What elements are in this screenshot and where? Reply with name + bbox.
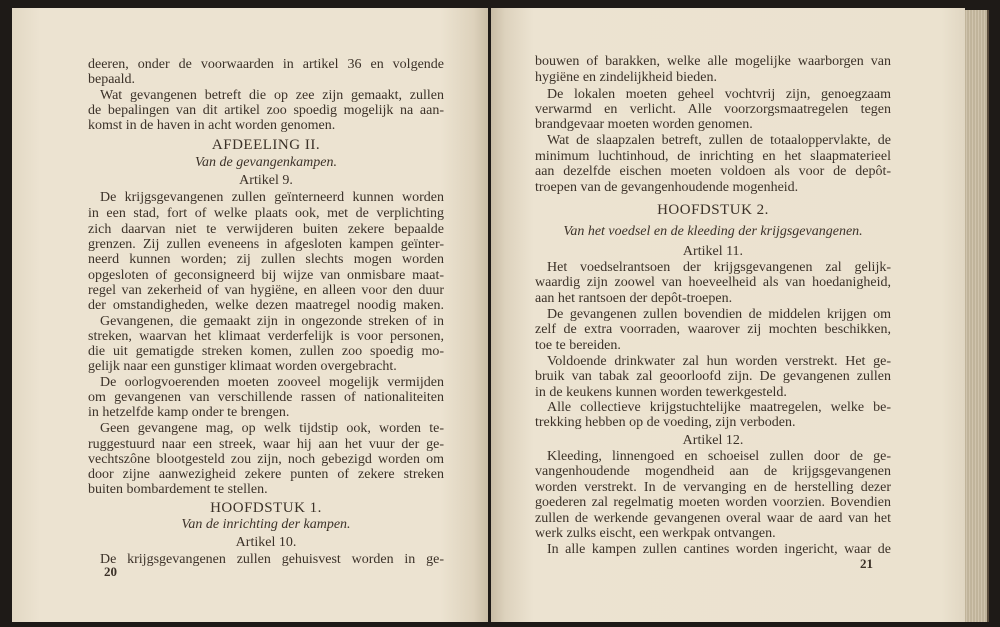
text-line: brandgevaar moeten worden genomen.	[535, 117, 753, 132]
text-line: zich daarvan niet te verwijderen buiten zekere bepaalde	[88, 222, 444, 237]
text-line: Kleeding, linnengoed en schoeisel zullen door de ge-	[547, 449, 891, 464]
text-line: vangenhoudende mogendheid aan de krijgsgevangenen	[535, 464, 891, 479]
text-line: der omstandigheden, welke dezen maatregel noodig maken.	[88, 298, 444, 313]
text-line: waardig zijn zoowel van hoeveelheid als van hoedanigheid,	[535, 275, 891, 290]
text-line: komst in de haven in acht worden genomen.	[88, 118, 336, 133]
text-line: troepen van de gevangenhoudende mogenheid.	[535, 180, 799, 195]
section-heading: HOOFDSTUK 1.	[210, 500, 322, 516]
article-heading: Artikel 10.	[235, 535, 297, 550]
section-subtitle: Van de gevangenkampen.	[195, 155, 337, 170]
text-line: hygiëne en zindelijkheid bieden.	[535, 70, 717, 85]
text-line: deeren, onder de voorwaarden in artikel 36 en volgende	[88, 57, 444, 72]
page-edges	[965, 10, 989, 622]
text-line: gelijk naar een gunstiger klimaat worden overgebracht.	[88, 359, 397, 374]
text-line: In alle kampen zullen cantines worden ingericht, waar de	[547, 542, 891, 557]
text-line: de bepalingen van dit artikel zoo spoedig mogelijk na aan-	[88, 103, 444, 118]
text-line: Wat gevangenen betreft die op zee zijn gemaakt, zullen	[100, 88, 444, 103]
text-line: regel van zekerheid of van hygiëne, en alleen voor den duur	[88, 283, 444, 298]
text-line: in de keukens kunnen worden tewerkgesteld.	[535, 385, 787, 400]
text-line: ruggestuurd naar een streek, waar hij aan het vuur der ge-	[88, 437, 444, 452]
text-line: Geen gevangene mag, op welk tijdstip ook, worden te-	[100, 421, 444, 436]
page-number-right: 21	[860, 556, 873, 571]
text-line: trekking hebben op de voeding, zijn verboden.	[535, 415, 796, 430]
text-line: opgesloten of geconsigneerd bij wijze van onmisbare maat-	[88, 268, 444, 283]
article-heading: Artikel 9.	[239, 173, 293, 188]
page-number-left: 20	[104, 564, 117, 579]
text-line: minimum luchtinhoud, de inrichting en het slaapmaterieel	[535, 149, 891, 164]
text-line: Gevangenen, die gemaakt zijn in ongezonde streken of in	[100, 314, 444, 329]
text-line: De gevangenen zullen bovendien de middelen krijgen om	[547, 307, 891, 322]
article-heading: Artikel 12.	[682, 433, 744, 448]
text-line: De oorlogvoerenden moeten zooveel mogelijk vermijden	[100, 375, 444, 390]
article-heading: Artikel 11.	[682, 244, 744, 259]
text-line: buiten bombardement te stellen.	[88, 482, 268, 497]
section-heading: HOOFDSTUK 2.	[657, 202, 769, 218]
text-line: De krijgsgevangenen zullen gehuisvest worden in ge-	[100, 552, 444, 567]
text-line: om gevangenen van verschillende rassen of nationaliteiten	[88, 390, 444, 405]
text-line: door zijne aanwezigheid zekere punten of zekere streken	[88, 467, 444, 482]
text-line: goederen zal regelmatig moeten worden voorzien. Bovendien	[535, 495, 891, 510]
text-line: streken, waarvan het klimaat verderfelijk is voor personen,	[88, 329, 444, 344]
text-line: De krijgsgevangenen zullen geïnterneerd kunnen worden	[100, 190, 444, 205]
text-line: bouwen of barakken, welke alle mogelijke waarborgen van	[535, 54, 891, 69]
text-line: grenzen. Zij zullen eveneens in afgesloten kampen geïnter-	[88, 237, 444, 252]
text-line: bruik van tabak zal geoorloofd zijn. De gevangenen zullen	[535, 369, 891, 384]
text-line: die uit gematigde streken komen, zullen zoo spoedig mo-	[88, 344, 444, 359]
text-line: De lokalen moeten geheel vochtvrij zijn, genoegzaam	[547, 87, 891, 102]
text-line: Voldoende drinkwater zal hun worden verstrekt. Het ge-	[547, 354, 891, 369]
section-heading: AFDEELING II.	[211, 137, 321, 153]
text-line: aan dezelfde eischen moeten voldoen als voor de depôt-	[535, 164, 891, 179]
text-line: in een stad, fort of welke plaats ook, met de verplichting	[88, 206, 444, 221]
text-line: Wat de slaapzalen betreft, zullen de totaaloppervlakte, de	[547, 133, 891, 148]
text-line: zullen de werkende gevangenen overal waar de aard van het	[535, 511, 891, 526]
text-line: zelf de extra voorraden, waarover zij mochten beschikken,	[535, 322, 891, 337]
text-line: toe te bereiden.	[535, 338, 621, 353]
text-line: neerd kunnen worden; zij zullen slechts mogen worden	[88, 252, 444, 267]
text-line: Alle collectieve krijgstuchtelijke maatregelen, welke be-	[547, 400, 891, 415]
text-line: aan het rantsoen der depôt-troepen.	[535, 291, 733, 306]
section-subtitle: Van het voedsel en de kleeding der krijgsgevangenen.	[563, 224, 863, 239]
text-line: verwarmd en verlicht. Alle voorzorgsmaatregelen tegen	[535, 102, 891, 117]
text-line: worden verstrekt. In de vervanging en de herstelling dezer	[535, 480, 891, 495]
text-line: werk zulks eischt, een werkpak ontvangen.	[535, 526, 776, 541]
section-subtitle: Van de inrichting der kampen.	[181, 517, 351, 532]
text-line: in hetzelfde kamp onder te brengen.	[88, 405, 290, 420]
text-line: Het voedselrantsoen der krijgsgevangenen zal gelijk-	[547, 260, 891, 275]
text-line: vechtszône blootgesteld zou zijn, noch gebezigd worden om	[88, 452, 444, 467]
text-line: bepaald.	[88, 72, 136, 87]
